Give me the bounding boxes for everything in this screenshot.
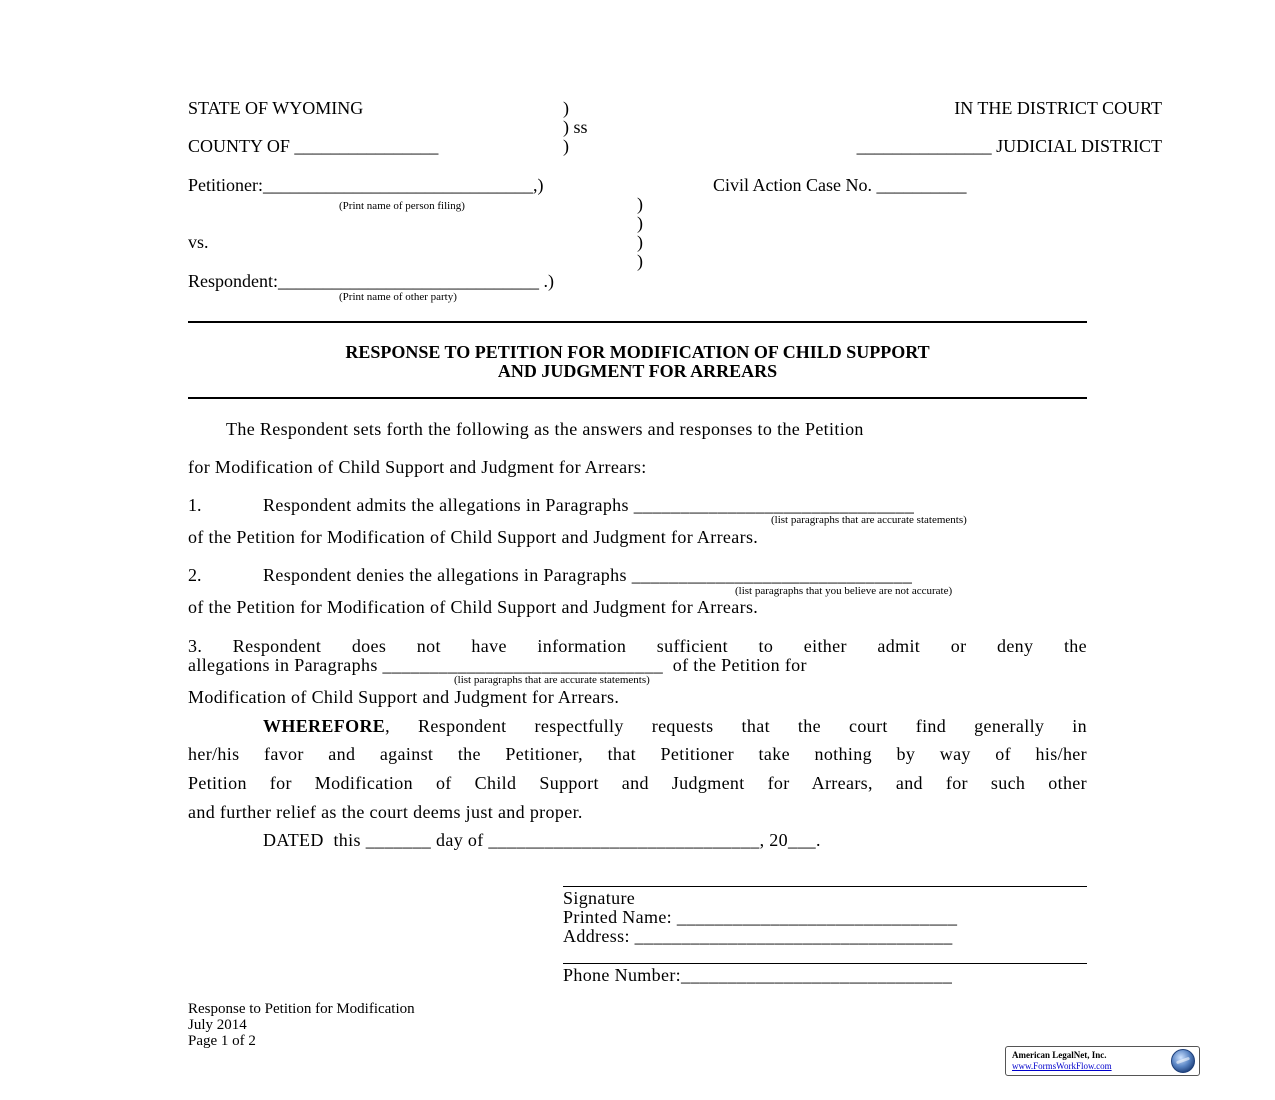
caption-paren: ) — [637, 232, 643, 252]
intro-line2: for Modification of Child Support and Judgment for Arrears: — [188, 457, 647, 477]
wherefore-keyword: WHEREFORE — [263, 716, 386, 736]
phone-field[interactable]: Phone Number:_____________________________ — [563, 965, 953, 985]
caption-paren: ) — [563, 136, 569, 156]
wherefore-line3: Petition for Modification of Child Support and Judgment for Arrears, and for such other — [188, 773, 1087, 793]
item3-insufficient-field[interactable]: allegations in Paragraphs ______________________________ of the Petition for — [188, 655, 807, 675]
footer-date: July 2014 — [188, 1017, 247, 1033]
wherefore-line4: and further relief as the court deems just and proper. — [188, 802, 583, 822]
address-field[interactable]: Address: __________________________________ — [563, 926, 953, 946]
item2-denies-field[interactable]: Respondent denies the allegations in Paragraphs ______________________________ — [263, 565, 913, 585]
respondent-hint: (Print name of other party) — [339, 291, 457, 303]
judicial-district-field[interactable]: _______________ JUDICIAL DISTRICT — [856, 136, 1162, 156]
item3-line1: 3. Respondent does not have information sufficient to either admit or deny the — [188, 636, 1087, 656]
signature-line[interactable] — [563, 886, 1087, 887]
logo-url-link[interactable]: www.FormsWorkFlow.com — [1012, 1061, 1112, 1071]
case-number-field[interactable]: Civil Action Case No. __________ — [713, 175, 967, 195]
footer-page: Page 1 of 2 — [188, 1033, 256, 1049]
item1-continuation: of the Petition for Modification of Child Support and Judgment for Arrears. — [188, 527, 759, 547]
american-legalnet-logo[interactable] — [1005, 1046, 1200, 1076]
item1-number: 1. — [188, 495, 202, 515]
item1-hint: (list paragraphs that are accurate statements) — [771, 514, 967, 526]
wherefore-line1 — [263, 716, 1087, 737]
respondent-field[interactable]: Respondent:_____________________________ .) — [188, 271, 554, 291]
printed-name-field[interactable]: Printed Name: ______________________________ — [563, 907, 958, 927]
court-label: IN THE DISTRICT COURT — [954, 98, 1162, 118]
address-line2[interactable] — [563, 963, 1087, 964]
signature-label: Signature — [563, 888, 636, 908]
title-bottom-rule — [188, 397, 1087, 399]
footer-form-name: Response to Petition for Modification — [188, 1001, 415, 1017]
ss-label: ) ss — [563, 117, 588, 137]
caption-paren: ) — [563, 98, 569, 118]
caption-paren: ) — [637, 194, 643, 214]
wherefore-rest: , Respondent respectfully requests that the court find generally in — [385, 716, 1087, 736]
item2-continuation: of the Petition for Modification of Child Support and Judgment for Arrears. — [188, 597, 759, 617]
item3-line3: Modification of Child Support and Judgment for Arrears. — [188, 687, 620, 707]
vs-label: vs. — [188, 232, 209, 252]
dated-field[interactable]: DATED this _______ day of _____________________________, 20___. — [263, 830, 821, 850]
title-top-rule — [188, 321, 1087, 323]
county-field[interactable]: COUNTY OF ________________ — [188, 136, 439, 156]
petitioner-hint: (Print name of person filing) — [339, 200, 465, 212]
item1-admits-field[interactable]: Respondent admits the allegations in Paragraphs ______________________________ — [263, 495, 915, 515]
state-label: STATE OF WYOMING — [188, 98, 364, 118]
caption-paren: ) — [637, 213, 643, 233]
petitioner-field[interactable]: Petitioner:______________________________,) — [188, 175, 544, 195]
globe-icon — [1171, 1049, 1195, 1073]
intro-line1: The Respondent sets forth the following as the answers and responses to the Petition — [226, 419, 864, 439]
caption-paren: ) — [637, 251, 643, 271]
item2-hint: (list paragraphs that you believe are not accurate) — [735, 585, 953, 597]
document-title-line2: AND JUDGMENT FOR ARREARS — [497, 361, 778, 381]
wherefore-line2: her/his favor and against the Petitioner, that Petitioner take nothing by way of his/her — [188, 744, 1087, 764]
logo-company: American LegalNet, Inc. — [1012, 1050, 1107, 1060]
document-title-line1: RESPONSE TO PETITION FOR MODIFICATION OF CHILD SUPPORT — [345, 342, 930, 362]
item3-hint: (list paragraphs that are accurate statements) — [454, 674, 650, 686]
item2-number: 2. — [188, 565, 202, 585]
